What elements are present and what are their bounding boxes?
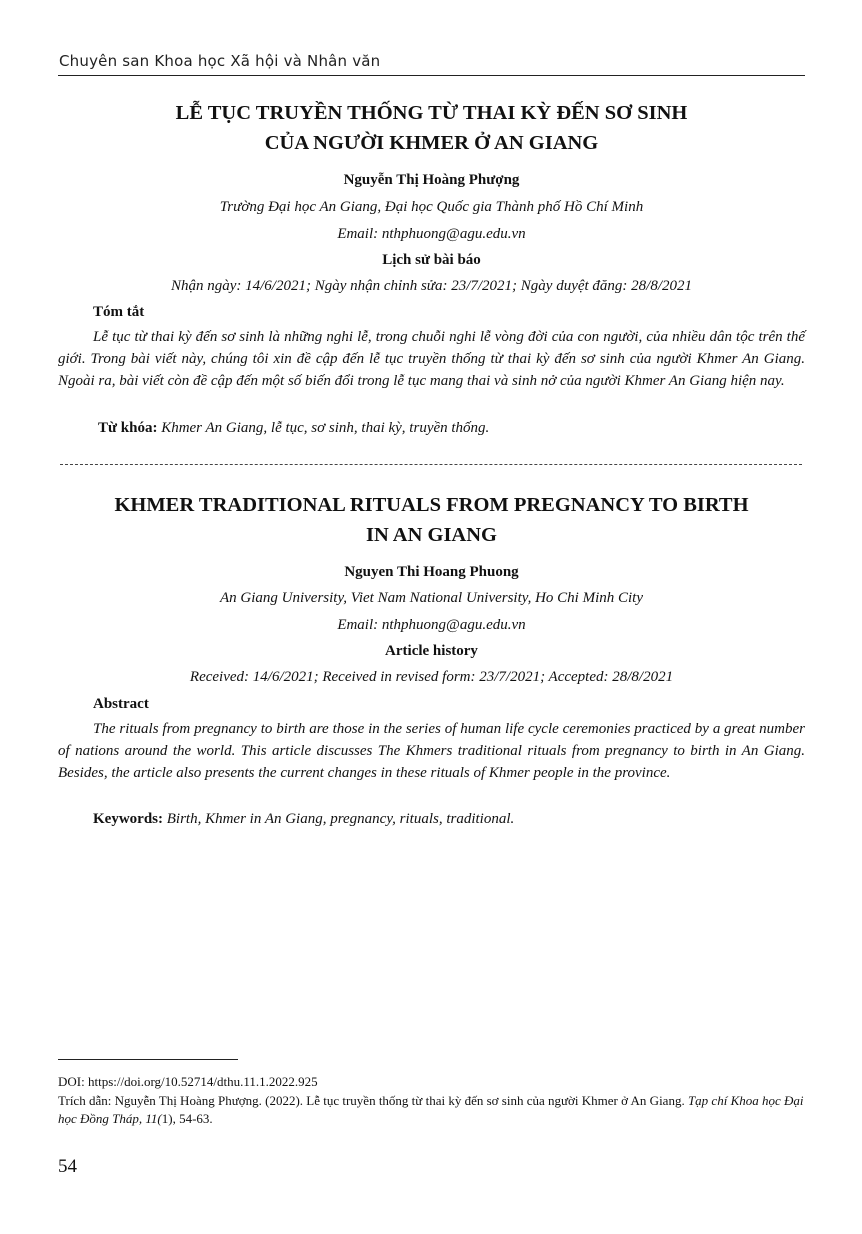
header-rule <box>58 75 805 76</box>
vi-email: Email: nthphuong@agu.edu.vn <box>337 226 526 242</box>
page-number: 54 <box>58 1156 77 1177</box>
en-history: Received: 14/6/2021; Received in revised form: 23/7/2021; Accepted: 28/8/2021 <box>189 669 674 685</box>
en-keywords <box>93 809 514 829</box>
vi-abstract-label: Tóm tắt <box>93 304 145 320</box>
en-abstract: The rituals from pregnancy to birth are those in the series of human life cycle ceremonies practiced by a great number of nations around the world. This article discusses The Khmers traditional rituals from pregnancy to birth in An Giang. Besides, the article also presents the current changes in these rituals of Khmer people in the province. <box>58 721 805 781</box>
vi-title-line-2: CỦA NGƯỜI KHMER Ở AN GIANG <box>264 132 599 154</box>
vi-history: Nhận ngày: 14/6/2021; Ngày nhận chỉnh sửa: 23/7/2021; Ngày duyệt đăng: 28/8/2021 <box>170 278 693 294</box>
footnote-rule <box>58 1059 238 1060</box>
vi-author: Nguyễn Thị Hoàng Phượng <box>343 172 520 188</box>
vi-keywords-value: Khmer An Giang, lễ tục, sơ sinh, thai kỳ, truyền thống. <box>161 420 490 436</box>
en-affiliation: An Giang University, Viet Nam National University, Ho Chi Minh City <box>219 590 644 606</box>
en-author: Nguyen Thi Hoang Phuong <box>344 564 519 580</box>
en-title-line-1: KHMER TRADITIONAL RITUALS FROM PREGNANCY TO BIRTH <box>114 494 749 516</box>
vi-history-label: Lịch sử bài báo <box>382 252 481 268</box>
en-keywords-value: Birth, Khmer in An Giang, pregnancy, rituals, traditional. <box>166 811 515 827</box>
vi-abstract: Lễ tục từ thai kỳ đến sơ sinh là những nghi lễ, trong chuỗi nghi lễ vòng đời của con người, của nhiều dân tộc trên thế giới. Trong bài viết này, chúng tôi xin đề cập đến lễ tục truyền thống từ thai kỳ đến sơ sinh của người Khmer An Giang. Ngoài ra, bài viết còn đề cập đến một số biến đổi trong lễ tục mang thai và sinh nở của người Khmer An Giang hiện nay. <box>58 329 805 389</box>
citation-text: Trích dẫn: Nguyễn Thị Hoàng Phượng. (2022). Lễ tục truyền thống từ thai kỳ đến sơ sinh của người Khmer ở An Giang. <box>58 1093 688 1108</box>
section-divider <box>60 464 802 465</box>
citation-journal: Tạp chí Khoa học Đại học Đồng Tháp, 11( <box>58 1093 804 1126</box>
journal-header: Chuyên san Khoa học Xã hội và Nhân văn <box>59 52 381 70</box>
en-title-line-2: IN AN GIANG <box>366 524 497 546</box>
citation-issue: 1), 54-63. <box>161 1111 213 1126</box>
en-history-label: Article history <box>385 643 478 659</box>
en-keywords-label: Keywords: <box>93 811 163 827</box>
footnote-citation <box>58 1092 805 1128</box>
en-email: Email: nthphuong@agu.edu.vn <box>337 617 526 633</box>
vi-keywords <box>98 418 489 438</box>
en-abstract-label: Abstract <box>93 696 149 712</box>
vi-keywords-label: Từ khóa: <box>98 420 158 436</box>
footnote-doi: DOI: https://doi.org/10.52714/dthu.11.1.2022.925 <box>58 1074 318 1089</box>
vi-affiliation: Trường Đại học An Giang, Đại học Quốc gia Thành phố Hồ Chí Minh <box>219 199 644 215</box>
vi-title-line-1: LỄ TỤC TRUYỀN THỐNG TỪ THAI KỲ ĐẾN SƠ SINH <box>175 102 688 124</box>
